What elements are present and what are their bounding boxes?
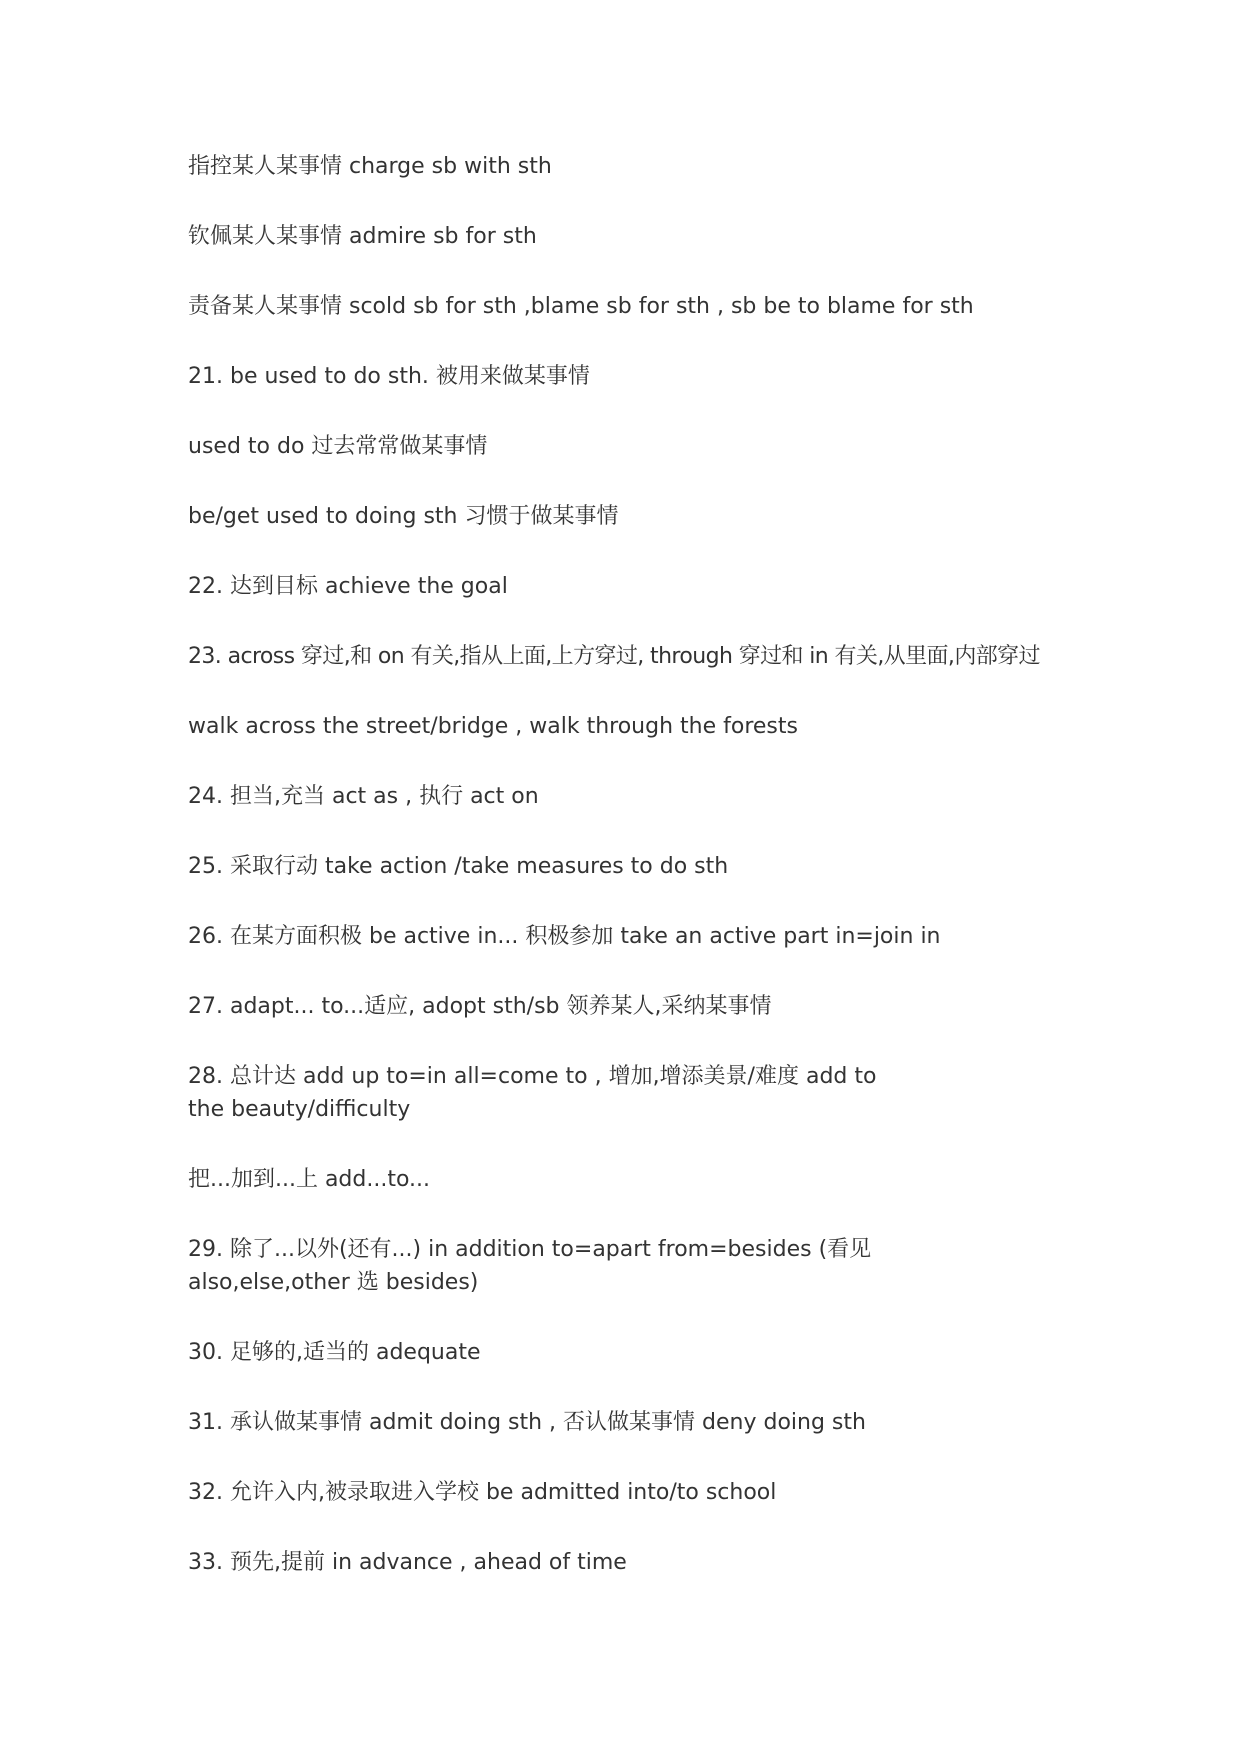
text-line-22: 22. 达到目标 achieve the goal: [188, 574, 508, 599]
text-line-32: 32. 允许入内,被录取进入学校 be admitted into/to school: [188, 1480, 777, 1505]
text-line-30: 30. 足够的,适当的 adequate: [188, 1340, 481, 1365]
text-line-blame: 责备某人某事情 scold sb for sth ,blame sb for sth , sb be to blame for sth: [188, 294, 974, 319]
text-line-26: 26. 在某方面积极 be active in... 积极参加 take an active part in=join in: [188, 924, 941, 949]
text-line-27: 27. adapt... to...适应, adopt sth/sb 领养某人,采纳某事情: [188, 994, 772, 1019]
text-line-25: 25. 采取行动 take action /take measures to do sth: [188, 854, 729, 879]
text-line-used-to-do: used to do 过去常常做某事情: [188, 434, 488, 459]
text-line-charge: 指控某人某事情 charge sb with sth: [188, 154, 552, 179]
text-line-admire: 钦佩某人某事情 admire sb for sth: [188, 224, 537, 249]
text-line-33: 33. 预先,提前 in advance , ahead of time: [188, 1550, 627, 1575]
text-line-add-to: 把...加到...上 add...to...: [188, 1167, 431, 1192]
text-line-21: 21. be used to do sth. 被用来做某事情: [188, 364, 590, 389]
text-line-get-used-to: be/get used to doing sth 习惯于做某事情: [188, 504, 619, 529]
text-line-29: 29. 除了...以外(还有...) in addition to=apart from=besides (看见 also,else,other 选 besides): [188, 1237, 872, 1295]
text-line-31: 31. 承认做某事情 admit doing sth , 否认做某事情 deny doing sth: [188, 1410, 866, 1435]
text-line-28: 28. 总计达 add up to=in all=come to , 增加,增添美景/难度 add to the beauty/difficulty: [188, 1064, 877, 1122]
text-line-walk-across: walk across the street/bridge , walk through the forests: [188, 714, 798, 739]
document-body: [188, 150, 1068, 1616]
text-line-23: 23. across 穿过,和 on 有关,指从上面,上方穿过, through 穿过和 in 有关,从里面,内部穿过: [188, 644, 1040, 669]
text-line-24: 24. 担当,充当 act as , 执行 act on: [188, 784, 539, 809]
